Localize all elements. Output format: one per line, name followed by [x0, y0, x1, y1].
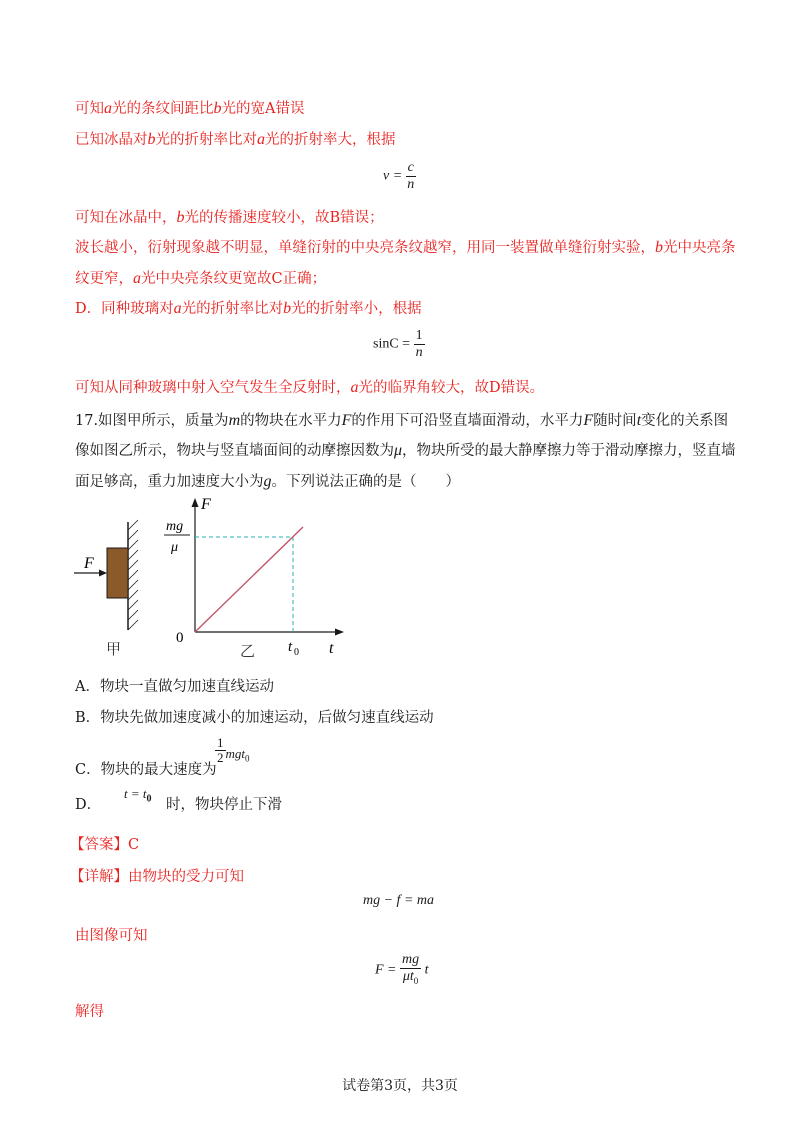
eq-lhs: sinC = — [373, 336, 411, 352]
q-seg: 变化的关系图 — [641, 413, 729, 429]
text-seg: 光的折射率比对 — [181, 301, 284, 317]
text-seg: 可知在冰晶中， — [75, 210, 177, 226]
eq-den — [400, 969, 421, 989]
question-figure — [0, 490, 800, 670]
frac-num: 1 — [217, 735, 224, 750]
q-seg: 像如图乙所示，物块与竖直墙面间的动摩擦因数为 — [75, 443, 394, 459]
text-seg: 光的宽A错误 — [221, 101, 305, 117]
q-seg: 的作用下可沿竖直墙面滑动，水平力 — [351, 413, 584, 429]
eq-lhs: v = — [383, 168, 403, 184]
answer-line — [70, 835, 139, 855]
block — [107, 548, 128, 598]
var: a — [104, 100, 112, 117]
text-line-5 — [75, 269, 326, 289]
detail2-text: 由图像可知 — [75, 928, 148, 944]
var: a — [173, 300, 182, 317]
var: μ — [394, 442, 403, 459]
text-seg: 光的临界角较大，故D错误。 — [358, 380, 545, 396]
q-seg: 的物块在水平力 — [240, 413, 342, 429]
var: a — [350, 379, 359, 396]
option-D-rest — [166, 795, 282, 815]
var: b — [283, 300, 292, 317]
eq-den: n — [407, 177, 415, 192]
text-line-7 — [75, 378, 544, 398]
caption-yi: 乙 — [240, 642, 256, 660]
option-D-prefix: D． — [75, 797, 102, 813]
figure-yi — [164, 496, 344, 660]
option-C — [75, 760, 217, 780]
D-sub: 0 — [146, 793, 152, 805]
question-line-3 — [75, 472, 460, 492]
eq-fraction — [414, 328, 425, 361]
q-seg: 面足够高，重力加速度大小为 — [75, 474, 264, 490]
option-C-expr — [215, 736, 250, 765]
text-line-4 — [75, 238, 736, 258]
text-seg: 可知从同种玻璃中射入空气发生全反射时， — [75, 380, 351, 396]
question-line-2 — [75, 441, 736, 461]
equation-newton — [363, 893, 434, 909]
detail-bracket: 【详解】 — [70, 869, 128, 885]
option-D-expr — [124, 786, 152, 805]
option-B — [75, 708, 434, 728]
option-A — [75, 677, 274, 697]
page-footer: 试卷第3页，共3页 — [342, 1078, 458, 1094]
var: b — [176, 209, 185, 226]
caption-jia: 甲 — [106, 640, 122, 658]
text-seg: 光中央亮条纹更宽故C正确； — [141, 271, 327, 287]
eq-rhs: t — [424, 962, 429, 978]
answer-bracket: 【答案】 — [70, 837, 128, 853]
y-mark-num: mg — [166, 519, 184, 534]
var: g — [263, 473, 272, 490]
text-line-3 — [75, 208, 384, 228]
equation-sinC — [373, 328, 425, 361]
text-line-1 — [75, 99, 304, 119]
eq-fraction — [406, 160, 416, 193]
var: b — [655, 239, 663, 256]
eq-den: n — [415, 345, 423, 360]
x-arrowhead — [335, 629, 344, 636]
F-line — [195, 527, 303, 632]
force-label: F — [84, 555, 94, 572]
y-arrowhead — [192, 498, 199, 507]
equation-v-c-n — [383, 160, 416, 193]
origin-label: 0 — [176, 630, 184, 646]
eq-lhs: F = — [375, 962, 397, 978]
x-mark: t — [288, 639, 293, 655]
expr-main: mgt — [225, 746, 245, 761]
text-seg: 光的折射率小，根据 — [291, 301, 422, 317]
frac-den: 2 — [217, 750, 224, 765]
text-seg: D．同种玻璃对 — [75, 301, 174, 317]
equation-F-t — [375, 952, 429, 989]
detail3-line — [75, 1002, 104, 1022]
option-C-text: C．物块的最大速度为 — [75, 762, 217, 778]
text-seg: 已知冰晶对 — [75, 132, 148, 148]
option-A-text: A．物块一直做匀加速直线运动 — [75, 679, 274, 695]
q-seg: 。下列说法正确的是（ ） — [271, 474, 460, 490]
text-line-2 — [75, 130, 396, 150]
half-fraction — [215, 736, 226, 765]
y-mark-den: μ — [171, 540, 179, 555]
question-line-1 — [75, 411, 728, 431]
text-seg: 纹更窄， — [75, 271, 133, 287]
text-seg: 光的条纹间距比 — [112, 101, 214, 117]
var: b — [147, 131, 156, 148]
text-line-6 — [75, 299, 422, 319]
var: t — [636, 412, 642, 429]
option-D-text: 时，物块停止下滑 — [166, 797, 282, 813]
text-seg: 光的传播速度较小，故B错误； — [184, 210, 384, 226]
answer-value: C — [128, 837, 140, 853]
var: m — [228, 412, 241, 429]
eq-den-main: μt — [402, 969, 414, 984]
x-mark-sub: 0 — [294, 647, 299, 658]
q-seg: 随时间 — [593, 413, 637, 429]
text-seg: 光的折射率大，根据 — [265, 132, 396, 148]
var: F — [341, 412, 352, 429]
text-seg: 波长越小，衍射现象越不明显，单缝衍射的中央亮条纹越窄，用同一装置做单缝衍射实验， — [75, 240, 655, 256]
detail-line — [70, 867, 244, 887]
eq-num: 1 — [415, 328, 423, 343]
detail3-text: 解得 — [75, 1004, 104, 1020]
text-seg: 光中央亮条 — [663, 240, 736, 256]
var: F — [583, 412, 594, 429]
option-B-text: B．物块先做加速度减小的加速运动，后做匀速直线运动 — [75, 710, 434, 726]
eq-fraction — [400, 952, 421, 989]
detail-text: 由物块的受力可知 — [128, 869, 244, 885]
text-seg: 可知 — [75, 101, 104, 117]
var: a — [133, 270, 141, 287]
expr-sub: 0 — [245, 753, 250, 764]
var: a — [257, 131, 265, 148]
q-seg: ，物块所受的最大静摩擦力等于滑动摩擦力，竖直墙 — [402, 443, 736, 459]
eq3-text: mg − f = ma — [363, 893, 435, 908]
option-D — [75, 795, 101, 815]
arrowhead — [99, 570, 107, 577]
D-expr: t = t — [124, 786, 147, 801]
wall-hatch — [128, 520, 138, 630]
figure-jia — [74, 520, 138, 658]
eq-den-sub: 0 — [413, 975, 419, 986]
eq-num: mg — [402, 952, 420, 967]
q-seg: 17.如图甲所示，质量为 — [75, 413, 229, 429]
var: b — [213, 100, 222, 117]
axis-t-label: t — [329, 640, 334, 657]
detail2-line — [75, 926, 148, 946]
text-seg: 光的折射率比对 — [155, 132, 257, 148]
axis-F-label: F — [201, 496, 211, 513]
eq-num: c — [407, 160, 414, 175]
